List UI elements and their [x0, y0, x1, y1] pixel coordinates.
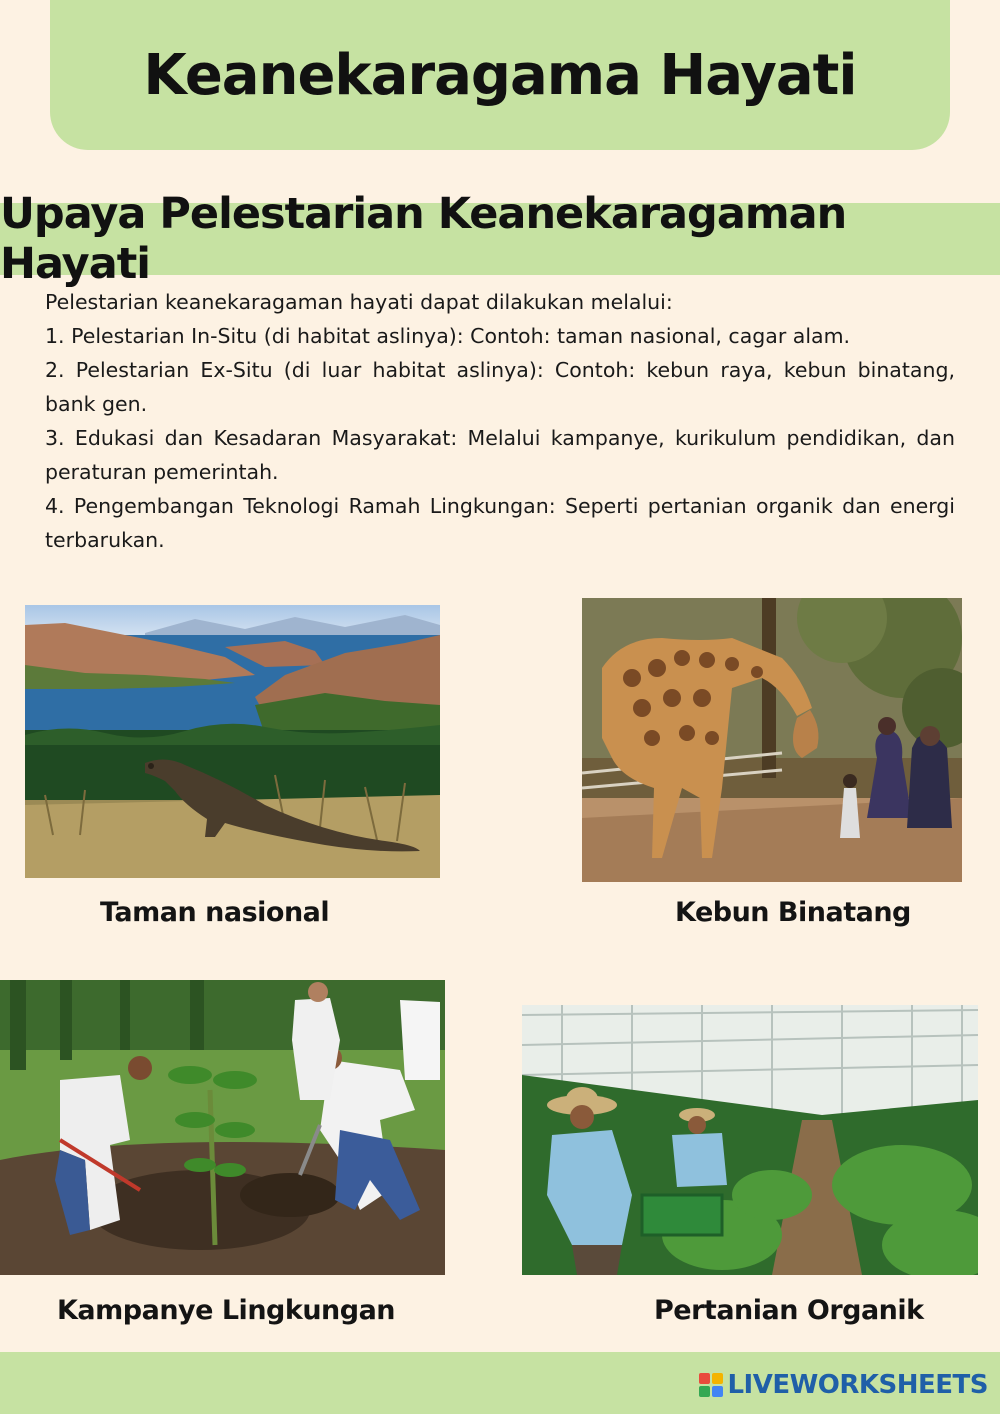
greenhouse-image: [522, 1005, 978, 1275]
title-banner: [50, 0, 950, 150]
section-heading: Upaya Pelestarian Keanekaragaman Hayati: [0, 189, 847, 289]
point-3: 3. Edukasi dan Kesadaran Masyarakat: Melalui kampanye, kurikulum pendidikan, dan peraturan pemerintah.: [45, 426, 955, 484]
caption-pertanian-organik: Pertanian Organik: [654, 1295, 924, 1326]
caption-kampanye-lingkungan: Kampanye Lingkungan: [57, 1295, 396, 1326]
photo-pertanian-organik: [522, 1005, 978, 1275]
footer-band: [0, 1352, 1000, 1414]
intro-paragraph: Pelestarian keanekaragaman hayati dapat dilakukan melalui:: [45, 290, 673, 314]
tree-planting-image: [0, 980, 445, 1275]
point-2: 2. Pelestarian Ex-Situ (di luar habitat aslinya): Contoh: kebun raya, kebun binatang, bank gen.: [45, 358, 955, 416]
liveworksheets-logo[interactable]: [699, 1370, 988, 1400]
caption-kebun-binatang: Kebun Binatang: [675, 897, 911, 928]
liveworksheets-logo-icon: [699, 1373, 723, 1397]
page-title: Keanekaragama Hayati: [143, 42, 857, 108]
photo-taman-nasional: [25, 605, 440, 878]
liveworksheets-brand: LIVEWORKSHEETS: [727, 1370, 988, 1400]
national-park-image: [25, 605, 440, 878]
zoo-giraffe-image: [582, 598, 962, 882]
photo-kampanye-lingkungan: [0, 980, 445, 1275]
body-text: [45, 285, 955, 557]
photo-kebun-binatang: [582, 598, 962, 882]
point-1: 1. Pelestarian In-Situ (di habitat aslinya): Contoh: taman nasional, cagar alam.: [45, 324, 851, 348]
subtitle-banner: [0, 189, 1000, 289]
caption-taman-nasional: Taman nasional: [100, 897, 330, 928]
point-4: 4. Pengembangan Teknologi Ramah Lingkungan: Seperti pertanian organik dan energi terbarukan.: [45, 494, 955, 552]
